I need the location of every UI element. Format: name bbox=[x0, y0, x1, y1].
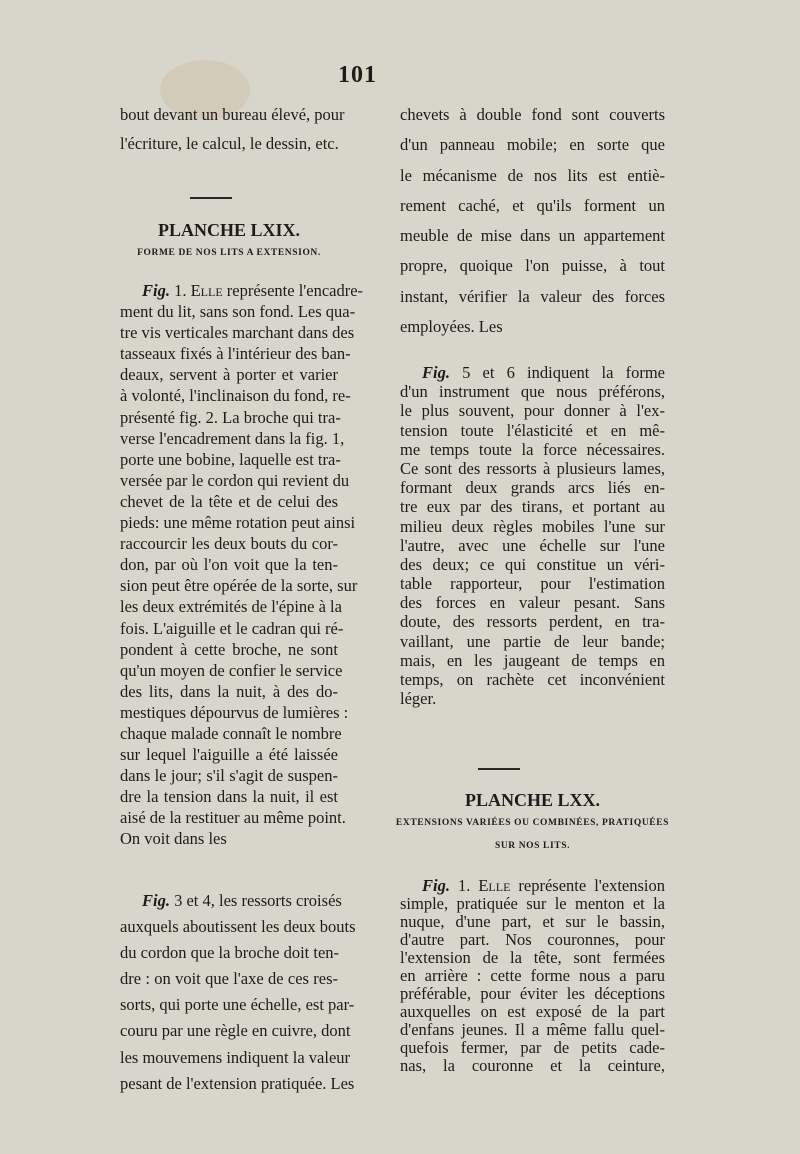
text-line: léger. bbox=[400, 689, 437, 709]
text-line: du cordon que la broche doit ten- bbox=[120, 943, 340, 963]
text-line: formant deux grands arcs liés en- bbox=[400, 478, 665, 498]
fig5-paragraph bbox=[400, 363, 665, 708]
text-line: verse l'encadrement dans la fig. 1, bbox=[120, 428, 345, 448]
text-line: le plus souvent, pour donner à l'ex- bbox=[400, 401, 665, 421]
text-line: bout devant un bureau élevé, pour bbox=[120, 105, 345, 124]
section-subtitle-lxix: FORME DE NOS LITS A EXTENSION. bbox=[137, 248, 321, 258]
text-line: d'autre part. Nos couronnes, pour bbox=[400, 930, 665, 949]
text-line: tre eux par des tirans, et portant au bbox=[400, 497, 665, 517]
text-line: meuble de mise dans un appartement bbox=[400, 226, 665, 246]
line-text: représente l'encadre- bbox=[226, 281, 364, 300]
text-line: temps, on rachète cet inconvénient bbox=[400, 670, 665, 689]
line-text: 5 et 6 indiquent la forme bbox=[462, 363, 665, 382]
text-line: tasseaux fixés à l'intérieur des ban- bbox=[120, 344, 351, 364]
text-line: le mécanisme de nos lits est entiè- bbox=[400, 165, 665, 185]
text-line: porte une bobine, laquelle est tra- bbox=[120, 449, 341, 469]
text-line: raccourcir les deux bouts du cor- bbox=[120, 534, 338, 554]
text-line: préférable, pour éviter les déceptions bbox=[400, 984, 665, 1003]
text-line: Ce sont des ressorts à plusieurs lames, bbox=[400, 458, 665, 478]
text-line: mais, en les jaugeant de temps en bbox=[400, 650, 665, 670]
right-intro bbox=[400, 105, 665, 347]
text-line: deaux, servent à porter et varier bbox=[120, 365, 338, 385]
text-line: sorts, qui porte une échelle, est par- bbox=[120, 995, 355, 1015]
fig-number: 1. bbox=[457, 876, 471, 895]
text-line: des forces en valeur pesant. Sans bbox=[400, 593, 665, 613]
text-line: quefois fermer, par de petits cade- bbox=[400, 1038, 665, 1057]
text-line: chevet de la tête et de celui des bbox=[120, 491, 338, 511]
text-line: sion peut être opérée de la sorte, sur bbox=[120, 576, 358, 596]
text-line: instant, vérifier la valeur des forces bbox=[400, 286, 665, 306]
text-line: nas, la couronne et la ceinture, bbox=[400, 1056, 665, 1075]
text-line: les deux extrémités de l'épine à la bbox=[120, 597, 342, 617]
text-line: auxquels aboutissent les deux bouts bbox=[120, 917, 356, 937]
fig-label: Fig. bbox=[422, 363, 450, 382]
section-title-lxix: PLANCHE LXIX. bbox=[157, 220, 300, 240]
text-line: en arrière : cette forme nous a paru bbox=[400, 966, 665, 985]
fig1-paragraph bbox=[120, 281, 364, 851]
line-text: 3 et 4, les ressorts croisés bbox=[174, 891, 342, 910]
text-line: dans le jour; s'il s'agit de suspen- bbox=[120, 766, 338, 786]
text-line: employées. Les bbox=[400, 317, 503, 337]
fig-number: 1. bbox=[174, 281, 187, 300]
text-line: couru par une règle en cuivre, dont bbox=[120, 1021, 351, 1041]
text-line: rement caché, et qu'ils forment un bbox=[400, 195, 665, 215]
subtitle-line: SUR NOS LITS. bbox=[494, 841, 571, 851]
text-line: table rapporteur, pour l'estimation bbox=[400, 574, 665, 594]
text-line: l'extension de la tête, sont fermées bbox=[400, 948, 665, 967]
text-line: versée par le cordon qui revient du bbox=[120, 470, 350, 490]
text-line: chaque malade connaît le nombre bbox=[120, 723, 342, 743]
text-line: l'écriture, le calcul, le dessin, etc. bbox=[120, 133, 339, 153]
text-line: On voit dans les bbox=[120, 829, 227, 849]
text-line: l'autre, avec une échelle sur l'une bbox=[400, 535, 665, 555]
text-line: à volonté, l'inclinaison du fond, re- bbox=[120, 386, 351, 406]
text-line: doute, des ressorts perdent, en tra- bbox=[400, 612, 665, 632]
text-line: dre : on voit que l'axe de ces res- bbox=[120, 969, 338, 989]
text-line: pondent à cette broche, ne sont bbox=[120, 639, 338, 659]
fig-label: Fig. bbox=[142, 281, 170, 300]
section-title-lxx: PLANCHE LXX. bbox=[464, 790, 600, 810]
text-line bbox=[120, 281, 364, 300]
text-line: des lits, dans la nuit, à des do- bbox=[120, 681, 338, 701]
text-line bbox=[120, 891, 342, 910]
text-line: pieds: une même rotation peut ainsi bbox=[120, 513, 356, 533]
fig-label: Fig. bbox=[422, 876, 450, 895]
text-line: auxquelles on est exposé de la part bbox=[400, 1002, 665, 1021]
left-intro bbox=[120, 105, 345, 162]
text-line: tre vis verticales marchant dans des bbox=[120, 323, 355, 343]
text-line: dre la tension dans la nuit, il est bbox=[120, 787, 338, 807]
text-line: ment du lit, sans son fond. Les qua- bbox=[120, 302, 356, 322]
text-line: d'enfans jeunes. Il a même fallu quel- bbox=[400, 1020, 665, 1039]
subtitle-line: EXTENSIONS VARIÉES OU COMBINÉES, PRATIQUÉES bbox=[395, 818, 670, 828]
text-line: me temps toute la force nécessaires. bbox=[400, 439, 665, 459]
text-line: d'un panneau mobile; en sorte que bbox=[400, 135, 665, 155]
text-line: nuque, d'une part, et sur le bassin, bbox=[400, 912, 665, 931]
text-line: présenté fig. 2. La broche qui tra- bbox=[120, 407, 341, 427]
divider bbox=[190, 197, 232, 199]
smallcaps-word: Elle bbox=[478, 876, 511, 895]
text-line: milieu deux règles mobiles l'une sur bbox=[400, 516, 665, 536]
divider bbox=[478, 768, 520, 770]
text-line: don, par où l'on voit que la ten- bbox=[120, 555, 338, 575]
text-line: pesant de l'extension pratiquée. Les bbox=[120, 1073, 355, 1093]
page-number: 101 bbox=[338, 62, 377, 88]
text-line: d'un instrument que nous préférons, bbox=[400, 382, 665, 402]
fig-label: Fig. bbox=[142, 891, 170, 910]
text-line: mestiques dépourvus de lumières : bbox=[120, 702, 349, 722]
text-line: aisé de la restituer au même point. bbox=[120, 808, 346, 828]
fig1-lxx-paragraph bbox=[400, 876, 665, 1074]
text-line bbox=[400, 876, 665, 893]
fig3-paragraph bbox=[120, 891, 356, 1100]
text-line: propre, quoique l'on puisse, à tout bbox=[400, 256, 665, 276]
text-line bbox=[400, 363, 665, 380]
text-line: les mouvemens indiquent la valeur bbox=[120, 1047, 351, 1067]
section-subtitle-lxx bbox=[395, 812, 670, 858]
text-line: qu'un moyen de confier le service bbox=[120, 660, 343, 680]
line-text: représente l'extension bbox=[518, 876, 666, 895]
text-line: sur lequel l'aiguille a été laissée bbox=[120, 745, 338, 765]
text-line: simple, pratiquée sur le menton et la bbox=[400, 894, 665, 913]
text-line: vaillant, une partie de leur bande; bbox=[400, 631, 665, 651]
text-line: chevets à double fond sont couverts bbox=[400, 105, 665, 124]
text-line: tension toute l'élasticité et en mê- bbox=[400, 420, 665, 440]
smallcaps-word: Elle bbox=[190, 281, 223, 300]
text-line: des deux; ce qui constitue un véri- bbox=[400, 554, 665, 574]
text-line: fois. L'aiguille et le cadran qui ré- bbox=[120, 618, 344, 638]
